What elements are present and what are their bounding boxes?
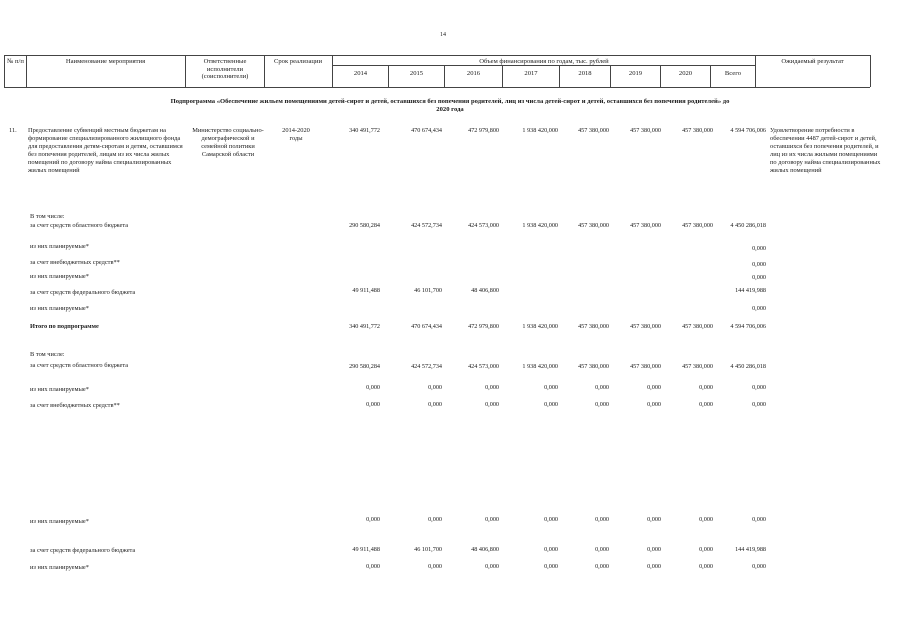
- row-value: 1 938 420,000: [522, 127, 558, 134]
- row-value: 49 911,488: [352, 287, 380, 294]
- row-label: В том числе:: [30, 351, 65, 358]
- row-value: 457 380,000: [630, 323, 661, 330]
- row-value: 424 572,734: [411, 363, 442, 370]
- row-value: 0,000: [595, 546, 609, 553]
- measure-executor: Министерство социально-демографической и семейной политики Самарской области: [192, 127, 264, 158]
- row-value: 0,000: [699, 384, 713, 391]
- row-value: 46 101,700: [414, 546, 442, 553]
- row-value: 0,000: [428, 401, 442, 408]
- row-value: 0,000: [366, 563, 380, 570]
- row-value: 472 979,800: [468, 127, 499, 134]
- row-value: 0,000: [595, 401, 609, 408]
- row-value: 290 580,284: [349, 363, 380, 370]
- row-value: 0,000: [366, 401, 380, 408]
- header-result: Ожидаемый результат: [781, 58, 844, 65]
- row-value: 0,000: [752, 384, 766, 391]
- row-value: 0,000: [647, 401, 661, 408]
- row-value: 0,000: [595, 563, 609, 570]
- row-value: 0,000: [647, 384, 661, 391]
- row-value: 424 572,734: [411, 222, 442, 229]
- header-year-2017: 2017: [524, 70, 538, 77]
- row-value: 0,000: [752, 563, 766, 570]
- row-label: за счет средств областного бюджета: [30, 222, 129, 229]
- row-value: 4 594 706,006: [730, 127, 766, 134]
- row-value: 144 419,988: [735, 546, 766, 553]
- row-value: 470 674,434: [411, 127, 442, 134]
- row-value: 144 419,988: [735, 287, 766, 294]
- row-value: 0,000: [485, 384, 499, 391]
- row-label: за счет средств федерального бюджета: [30, 547, 136, 554]
- header-financing: Объем финансирования по годам, тыс. рублей: [479, 58, 609, 65]
- row-value: 457 380,000: [578, 323, 609, 330]
- row-value: 0,000: [699, 401, 713, 408]
- row-value: 472 979,800: [468, 323, 499, 330]
- row-label: за счет внебюджетных средств**: [30, 402, 120, 409]
- header-year-2014: 2014: [353, 70, 368, 77]
- row-value: 0,000: [544, 384, 558, 391]
- header-term: Срок реализации: [273, 58, 323, 65]
- row-value: 424 573,000: [468, 363, 499, 370]
- row-label: Итого по подпрограмме: [30, 323, 99, 330]
- page-number: 14: [440, 32, 446, 38]
- row-value: 457 380,000: [630, 127, 661, 134]
- row-label: из них планируемые*: [30, 273, 89, 280]
- row-label: за счет средств областного бюджета: [30, 362, 129, 369]
- row-value: 0,000: [699, 546, 713, 553]
- row-value: 4 450 286,018: [730, 363, 766, 370]
- row-value: 46 101,700: [414, 287, 442, 294]
- row-value: 0,000: [752, 245, 766, 252]
- row-value: 0,000: [428, 384, 442, 391]
- row-label: из них планируемые*: [30, 243, 89, 250]
- header-year-total: Всего: [724, 70, 742, 77]
- row-value: 0,000: [595, 384, 609, 391]
- row-value: 457 380,000: [578, 127, 609, 134]
- header-year-2018: 2018: [578, 70, 592, 77]
- row-label: из них планируемые*: [30, 386, 89, 393]
- row-label: из них планируемые*: [30, 518, 89, 525]
- row-value: 0,000: [647, 516, 661, 523]
- header-number: № п/п: [7, 58, 24, 65]
- row-value: 290 580,284: [349, 222, 380, 229]
- row-label: из них планируемые*: [30, 564, 89, 571]
- row-value: 457 380,000: [682, 127, 713, 134]
- row-value: 457 380,000: [630, 222, 661, 229]
- row-value: 0,000: [366, 384, 380, 391]
- row-value: 0,000: [428, 563, 442, 570]
- row-value: 340 491,772: [349, 127, 380, 134]
- row-value: 0,000: [699, 516, 713, 523]
- row-value: 457 380,000: [682, 323, 713, 330]
- row-value: 1 938 420,000: [522, 222, 558, 229]
- measure-term: 2014-2020 годы: [282, 127, 310, 142]
- row-value: 0,000: [752, 305, 766, 312]
- measure-number: 11.: [9, 127, 17, 134]
- header-executors: Ответственные исполнители (соисполнители): [201, 58, 249, 81]
- row-value: 4 450 286,018: [730, 222, 766, 229]
- row-label: за счет внебюджетных средств**: [30, 259, 120, 266]
- row-value: 0,000: [699, 563, 713, 570]
- row-value: 48 406,800: [471, 546, 499, 553]
- row-value: 0,000: [485, 516, 499, 523]
- row-value: 457 380,000: [630, 363, 661, 370]
- row-value: 0,000: [485, 401, 499, 408]
- row-value: 0,000: [752, 261, 766, 268]
- row-label: из них планируемые*: [30, 305, 89, 312]
- row-value: 457 380,000: [682, 222, 713, 229]
- subprogram-title: Подпрограмма «Обеспечение жильем помещениями детей-сирот и детей, оставшихся без попечения родителей, лиц из числа детей-сирот и детей, оставшихся без попечения родителей» до 2020 года: [170, 98, 730, 114]
- row-value: 0,000: [544, 516, 558, 523]
- row-value: 457 380,000: [578, 222, 609, 229]
- row-value: 0,000: [544, 563, 558, 570]
- row-value: 1 938 420,000: [522, 323, 558, 330]
- row-value: 0,000: [544, 546, 558, 553]
- row-value: 424 573,000: [468, 222, 499, 229]
- row-value: 0,000: [485, 563, 499, 570]
- row-value: 1 938 420,000: [522, 363, 558, 370]
- header-year-2019: 2019: [628, 70, 643, 77]
- row-value: 0,000: [647, 563, 661, 570]
- row-value: 0,000: [544, 401, 558, 408]
- row-value: 340 491,772: [349, 323, 380, 330]
- row-value: 49 911,488: [352, 546, 380, 553]
- row-value: 0,000: [595, 516, 609, 523]
- row-value: 48 406,800: [471, 287, 499, 294]
- header-year-2020: 2020: [678, 70, 693, 77]
- header-name: Наименование мероприятия: [65, 58, 146, 65]
- measure-name: Предоставление субвенций местным бюджетам на формирование специализированного жилищного фонда для предоставления детям-сиротам и детям, оставшимся без попечения родителей, лицам из их числа жилых помещений по договору найма специализированных жилых помещений: [28, 127, 183, 174]
- row-label: В том числе:: [30, 213, 65, 220]
- row-value: 0,000: [428, 516, 442, 523]
- row-value: 457 380,000: [682, 363, 713, 370]
- header-year-2016: 2016: [466, 70, 481, 77]
- row-value: 0,000: [366, 516, 380, 523]
- row-label: за счет средств федерального бюджета: [30, 289, 136, 296]
- row-value: 457 380,000: [578, 363, 609, 370]
- row-value: 0,000: [647, 546, 661, 553]
- row-value: 0,000: [752, 274, 766, 281]
- row-value: 0,000: [752, 401, 766, 408]
- row-value: 470 674,434: [411, 323, 442, 330]
- header-year-2015: 2015: [409, 70, 424, 77]
- row-value: 4 594 706,006: [730, 323, 766, 330]
- row-value: 0,000: [752, 516, 766, 523]
- measure-result: Удовлетворение потребности в обеспечении 4487 детей-сирот и детей, оставшихся без попечения родителей, и лиц из их числа жилыми помещениями по договору найма специализированных жилых помещений: [770, 127, 881, 174]
